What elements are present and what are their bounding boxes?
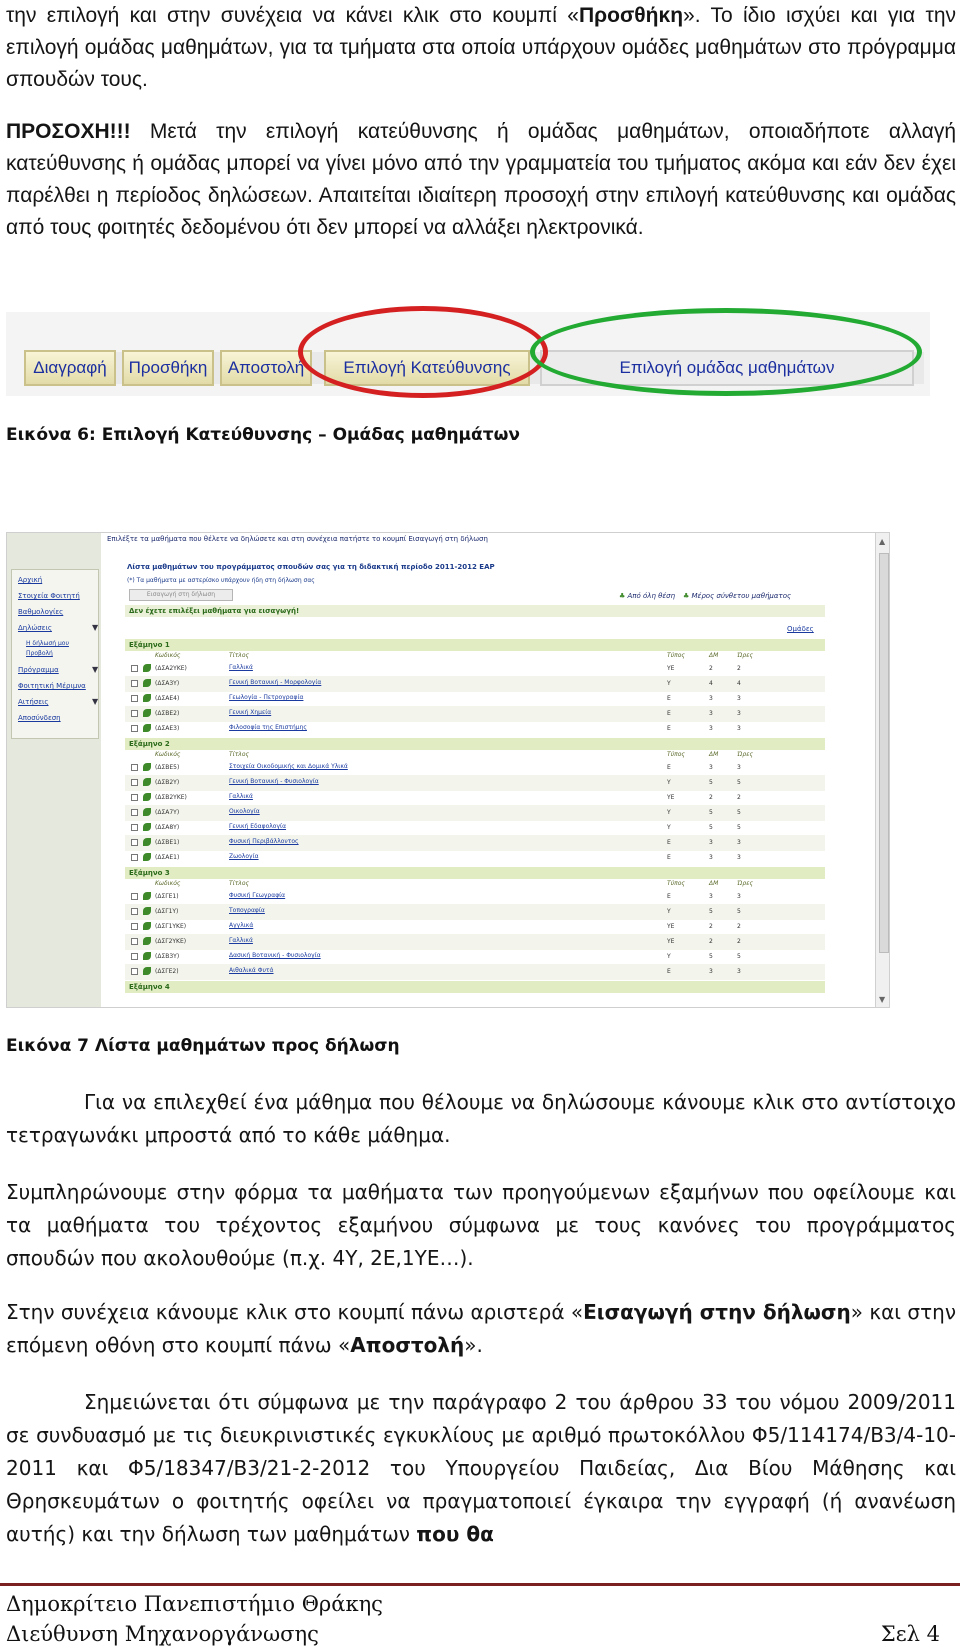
course-code: (ΔΣΑ2ΥΚΕ) [155, 665, 187, 672]
leaf-icon [143, 808, 151, 816]
semester-header [125, 867, 825, 879]
asterisk-note: (*) Τα μαθήματα με αστερίσκο υπάρχουν ήδη στη δήλωση σας [127, 577, 315, 584]
sidebar-item-applications[interactable]: Αιτήσεις [18, 698, 49, 706]
leaf-icon [143, 892, 151, 900]
course-code: (ΔΣΓΕ2) [155, 968, 179, 975]
course-code: (ΔΣΒ3Υ) [155, 953, 180, 960]
chevron-down-icon[interactable]: ▼ [92, 623, 99, 632]
table-row [125, 934, 825, 950]
course-dm: 3 [709, 764, 713, 771]
sidebar-item-logout[interactable]: Αποσύνδεση [18, 714, 61, 722]
column-header-dm: ΔΜ [709, 880, 719, 887]
course-dm: 5 [709, 809, 713, 816]
course-checkbox[interactable] [131, 725, 138, 732]
leaf-icon [143, 778, 151, 786]
column-header-code: Κωδικός [155, 880, 181, 887]
sidebar-subitem-my-declaration[interactable]: Η δήλωσή μου [26, 640, 69, 647]
instruction-text: Επιλέξτε τα μαθήματα που θέλετε να δηλώσετε και στη συνέχεια πατήστε το κουμπί Εισαγωγή στη δήλωση [107, 535, 488, 543]
warning-label: ΠΡΟΣΟΧΗ!!! [6, 120, 131, 143]
course-code: (ΔΣΑ7Υ) [155, 809, 180, 816]
course-checkbox[interactable] [131, 680, 138, 687]
course-code: (ΔΣΑΕ1) [155, 854, 180, 861]
submit-paragraph: Στην συνέχεια κάνουμε κλικ στο κουμπί πάνω αριστερά «Εισαγωγή στην δήλωση» και στην επόμενη οθόνη στο κουμπί πάνω «Αποστολή». [6, 1300, 956, 1357]
course-checkbox[interactable] [131, 764, 138, 771]
course-title-link[interactable]: Φυσική Γεωγραφία [229, 892, 286, 899]
leaf-icon [143, 793, 151, 801]
course-title-link[interactable]: Γαλλικά [229, 664, 253, 671]
table-row [125, 760, 825, 776]
course-type: Υ [667, 953, 671, 960]
course-title-link[interactable]: Γαλλικά [229, 793, 253, 800]
course-dm: 5 [709, 908, 713, 915]
leaf-icon [143, 763, 151, 771]
semester-title: Εξάμηνο 4 [129, 983, 170, 991]
course-checkbox[interactable] [131, 893, 138, 900]
course-code: (ΔΣΒΕ2) [155, 710, 180, 717]
leaf-icon [143, 838, 151, 846]
leaf-icon [143, 823, 151, 831]
course-dm: 2 [709, 665, 713, 672]
semester-header [125, 639, 825, 651]
page-number: Σελ 4 [880, 1622, 940, 1646]
column-header-hours: Ώρες [737, 652, 754, 659]
leaf-icon [143, 694, 151, 702]
course-code: (ΔΣΓ1Υ) [155, 908, 179, 915]
semester-title: Εξάμηνο 3 [129, 869, 170, 877]
column-header-hours: Ώρες [737, 880, 754, 887]
course-code: (ΔΣΑΕ4) [155, 695, 180, 702]
chevron-down-icon[interactable]: ▼ [92, 697, 99, 706]
course-hours: 3 [737, 710, 741, 717]
course-hours: 5 [737, 953, 741, 960]
course-dm: 3 [709, 695, 713, 702]
sidebar-item-declarations[interactable]: Δηλώσεις [18, 624, 52, 632]
table-row [125, 835, 825, 851]
insert-button-mention: Εισαγωγή στην δήλωση [583, 1300, 851, 1324]
leaf-icon [143, 907, 151, 915]
figure-button-strip [6, 312, 930, 396]
table-row [125, 775, 825, 791]
course-type: Ε [667, 725, 671, 732]
course-dm: 2 [709, 794, 713, 801]
course-code: (ΔΣΓ1ΥΚΕ) [155, 923, 187, 930]
course-dm: 5 [709, 953, 713, 960]
leaf-icon [143, 664, 151, 672]
course-type: Υ [667, 680, 671, 687]
leaf-icon [143, 952, 151, 960]
column-header-code: Κωδικός [155, 652, 181, 659]
course-title-link[interactable]: Φιλοσοφία της Επιστήμης [229, 724, 307, 731]
course-checkbox[interactable] [131, 938, 138, 945]
course-checkbox[interactable] [131, 953, 138, 960]
course-type: ΥΕ [667, 665, 675, 672]
course-code: (ΔΣΒ2ΥΚΕ) [155, 794, 187, 801]
table-row [125, 949, 825, 965]
scrollbar[interactable] [875, 533, 890, 1008]
course-type: ΥΕ [667, 938, 675, 945]
column-header-dm: ΔΜ [709, 652, 719, 659]
course-checkbox[interactable] [131, 695, 138, 702]
course-code: (ΔΣΑ8Υ) [155, 824, 180, 831]
green-highlight-ring [530, 308, 922, 396]
course-title-link[interactable]: Γενική Εδαφολογία [229, 823, 287, 830]
course-checkbox[interactable] [131, 968, 138, 975]
leaf-icon [143, 709, 151, 717]
footer-department: Διεύθυνση Μηχανοργάνωσης [6, 1622, 319, 1646]
sidebar [7, 533, 101, 1008]
course-title-link[interactable]: Φυσική Περιβάλλοντος [229, 838, 299, 845]
leaf-icon [143, 967, 151, 975]
course-title-link[interactable]: Αιθαλικά Φυτά [229, 967, 274, 974]
scroll-down-icon[interactable]: ▼ [879, 995, 886, 1004]
course-hours: 3 [737, 725, 741, 732]
footer-rule [0, 1583, 960, 1586]
select-course-group-button[interactable]: Επιλογή ομάδας μαθημάτων [540, 350, 914, 386]
sidebar-item-program[interactable]: Πρόγραμμα [18, 666, 59, 674]
law-note-paragraph: Σημειώνεται ότι σύμφωνα με την παράγραφο 2 του άρθρου 33 του νόμου 2009/2011 σε συνδυασμό με τις διευκρινιστικές εγκυκλίους με αριθμό πρωτοκόλλου Φ5/114174/Β3/4-10-2011 και Φ5/18347/Β3/21-2-2012 του Υπουργείου Παιδείας, Δια Βίου Μάθησης και Θρησκευμάτων ο φοιτητής οφείλει να πραγματοποιεί έγκαιρα την εγγραφή (ή ανανέωση αυτής) και την δήλωση των μαθημάτων που θα [6, 1390, 956, 1546]
add-button[interactable]: Προσθήκη [122, 350, 214, 386]
table-row [125, 964, 825, 980]
course-checkbox[interactable] [131, 809, 138, 816]
sidebar-item-student-info[interactable]: Στοιχεία Φοιτητή [18, 592, 80, 600]
course-title-link[interactable]: Οικολογία [229, 808, 260, 815]
table-row [125, 805, 825, 821]
course-type: Υ [667, 779, 671, 786]
leaf-icon [143, 853, 151, 861]
course-dm: 3 [709, 893, 713, 900]
delete-button[interactable]: Διαγραφή [24, 350, 116, 386]
course-hours: 5 [737, 809, 741, 816]
send-button[interactable]: Αποστολή [220, 350, 312, 386]
course-type: ΥΕ [667, 794, 675, 801]
sidebar-item-home[interactable]: Αρχική [18, 576, 43, 584]
red-highlight-ring [298, 306, 548, 398]
sidebar-subitem-view[interactable]: Προβολή [26, 650, 53, 657]
figure-course-list [6, 532, 890, 1008]
course-title-link[interactable]: Γενική Βοτανική - Μορφολογία [229, 679, 322, 686]
course-hours: 5 [737, 824, 741, 831]
column-header-type: Τύπος [667, 652, 685, 659]
warning-paragraph: ΠΡΟΣΟΧΗ!!! Μετά την επιλογή κατεύθυνσης ή ομάδας μαθημάτων, οποιαδήποτε αλλαγή κατεύθυνσης ή ομάδας μπορεί να γίνει μόνο από την γραμματεία του τμήματος ακόμα και εάν δεν έχει παρέλθει η περίοδος δηλώσεων. Απαιτείται ιδιαίτερη προσοχή στην επιλογή κατεύθυνσης και ομάδας από τους φοιτητές δεδομένου ότι δεν μπορεί να αλλάξει ηλεκτρονικά. [6, 120, 956, 239]
legend-partial-course: ♣ Μέρος σύνθετου μαθήματος [683, 592, 792, 600]
course-type: Ε [667, 710, 671, 717]
course-title-link[interactable]: Γαλλικά [229, 937, 253, 944]
course-title-link[interactable]: Γενική Βοτανική - Φυσιολογία [229, 778, 319, 785]
leaf-icon [143, 937, 151, 945]
course-hours: 5 [737, 779, 741, 786]
course-title-link[interactable]: Γενική Χημεία [229, 709, 272, 716]
course-type: Ε [667, 839, 671, 846]
course-dm: 2 [709, 938, 713, 945]
scroll-up-icon[interactable]: ▲ [879, 537, 886, 546]
table-row [125, 706, 825, 722]
course-type: Ε [667, 764, 671, 771]
course-title-link[interactable]: Γεωλογία - Πετρογραφία [229, 694, 304, 701]
course-hours: 3 [737, 854, 741, 861]
table-row [125, 889, 825, 905]
table-row [125, 904, 825, 920]
chevron-down-icon[interactable]: ▼ [92, 665, 99, 674]
column-header-title: Τίτλος [229, 652, 250, 659]
course-hours: 3 [737, 764, 741, 771]
insert-declaration-button[interactable]: Εισαγωγή στη δήλωση [129, 589, 233, 601]
course-hours: 3 [737, 695, 741, 702]
column-header-title: Τίτλος [229, 880, 250, 887]
table-row [125, 919, 825, 935]
table-row [125, 721, 825, 737]
semester-title: Εξάμηνο 2 [129, 740, 170, 748]
course-hours: 4 [737, 680, 741, 687]
course-type: Υ [667, 809, 671, 816]
course-hours: 3 [737, 893, 741, 900]
column-header-code: Κωδικός [155, 751, 181, 758]
figure6-caption: Εικόνα 6: Επιλογή Κατεύθυνσης – Ομάδας μαθημάτων [6, 425, 520, 445]
course-checkbox[interactable] [131, 779, 138, 786]
course-hours: 5 [737, 908, 741, 915]
course-hours: 2 [737, 794, 741, 801]
semester-title: Εξάμηνο 1 [129, 641, 170, 649]
course-hours: 2 [737, 923, 741, 930]
course-type: Υ [667, 908, 671, 915]
course-dm: 3 [709, 854, 713, 861]
course-type: Υ [667, 824, 671, 831]
column-header-type: Τύπος [667, 751, 685, 758]
course-title-link[interactable]: Στοιχεία Οικοδομικής και Δομικά Υλικά [229, 763, 348, 770]
footer-university: Δημοκρίτειο Πανεπιστήμιο Θράκης [6, 1592, 383, 1616]
course-dm: 3 [709, 725, 713, 732]
course-checkbox[interactable] [131, 854, 138, 861]
scrollbar-thumb[interactable] [879, 553, 889, 953]
course-type: Ε [667, 695, 671, 702]
table-row [125, 850, 825, 866]
course-type: Ε [667, 893, 671, 900]
add-button-mention: Προσθήκη [578, 4, 684, 27]
sidebar-item-grades[interactable]: Βαθμολογίες [18, 608, 64, 616]
course-code: (ΔΣΓ2ΥΚΕ) [155, 938, 187, 945]
warning-message: Δεν έχετε επιλέξει μαθήματα για εισαγωγή! [129, 607, 300, 615]
course-checkbox[interactable] [131, 824, 138, 831]
sidebar-item-student-care[interactable]: Φοιτητική Μέριμνα [18, 682, 86, 690]
column-header-hours: Ώρες [737, 751, 754, 758]
table-row [125, 661, 825, 677]
table-row [125, 820, 825, 836]
course-dm: 5 [709, 779, 713, 786]
legend-full-course: ♣ Από όλη θέση [619, 592, 676, 600]
course-checkbox[interactable] [131, 908, 138, 915]
leaf-icon: ♣ [619, 592, 626, 600]
leaf-icon: ♣ [683, 592, 690, 600]
course-checkbox[interactable] [131, 794, 138, 801]
groups-link[interactable]: Ομάδες [787, 625, 814, 633]
figure7-caption: Εικόνα 7 Λίστα μαθημάτων προς δήλωση [6, 1036, 400, 1056]
course-type: ΥΕ [667, 923, 675, 930]
course-code: (ΔΣΓΕ1) [155, 893, 179, 900]
course-dm: 3 [709, 710, 713, 717]
column-header-title: Τίτλος [229, 751, 250, 758]
course-code: (ΔΣΒΕ5) [155, 764, 180, 771]
course-list-title: Λίστα μαθημάτων του προγράμματος σπουδών σας για τη διδακτική περίοδο 2011-2012 ΕΑΡ [127, 563, 495, 571]
course-hours: 2 [737, 665, 741, 672]
course-dm: 2 [709, 923, 713, 930]
course-checkbox[interactable] [131, 839, 138, 846]
course-code: (ΔΣΒΕ1) [155, 839, 180, 846]
course-title-link[interactable]: Αγγλικά [229, 922, 254, 929]
course-type: Ε [667, 968, 671, 975]
column-header-type: Τύπος [667, 880, 685, 887]
semester-header [125, 738, 825, 750]
intro-paragraph: την επιλογή και στην συνέχεια να κάνει κλικ στο κουμπί «Προσθήκη». Το ίδιο ισχύει και για την επιλογή ομάδας μαθημάτων, για τα τμήματα στα οποία υπάρχουν ομάδες μαθημάτων στο πρόγραμμα σπουδών τους. [6, 4, 956, 91]
course-title-link[interactable]: Δασική Βοτανική - Φυσιολογία [229, 952, 321, 959]
leaf-icon [143, 922, 151, 930]
leaf-icon [143, 679, 151, 687]
table-row [125, 676, 825, 692]
course-hours: 3 [737, 968, 741, 975]
course-dm: 3 [709, 968, 713, 975]
emphasis-text: που θα [416, 1522, 494, 1546]
course-title-link[interactable]: Ζωολογία [229, 853, 259, 860]
course-checkbox[interactable] [131, 923, 138, 930]
select-direction-button[interactable]: Επιλογή Κατεύθυνσης [324, 350, 530, 386]
course-title-link[interactable]: Τοπογραφία [229, 907, 265, 914]
course-code: (ΔΣΒ2Υ) [155, 779, 180, 786]
course-checkbox[interactable] [131, 665, 138, 672]
select-course-paragraph: Για να επιλεχθεί ένα μάθημα που θέλουμε να δηλώσουμε κάνουμε κλικ στο αντίστοιχο τετραγωνάκι μπροστά από το κάθε μάθημα. [6, 1090, 956, 1147]
course-dm: 5 [709, 824, 713, 831]
course-code: (ΔΣΑ3Υ) [155, 680, 180, 687]
course-dm: 3 [709, 839, 713, 846]
send-button-mention: Αποστολή [350, 1333, 465, 1357]
course-hours: 2 [737, 938, 741, 945]
sidebar-menu [11, 569, 99, 739]
column-header-dm: ΔΜ [709, 751, 719, 758]
course-type: Ε [667, 854, 671, 861]
course-dm: 4 [709, 680, 713, 687]
table-row [125, 691, 825, 707]
semester-header [125, 981, 825, 993]
fill-form-paragraph: Συμπληρώνουμε στην φόρμα τα μαθήματα των προηγούμενων εξαμήνων που οφείλουμε και τα μαθήματα του τρέχοντος εξαμήνου σύμφωνα με τους κανόνες του προγράμματος σπουδών που ακολουθούμε (π.χ. 4Υ, 2Ε,1ΥΕ…). [6, 1180, 956, 1270]
course-hours: 3 [737, 839, 741, 846]
course-code: (ΔΣΑΕ3) [155, 725, 180, 732]
leaf-icon [143, 724, 151, 732]
table-row [125, 790, 825, 806]
course-checkbox[interactable] [131, 710, 138, 717]
